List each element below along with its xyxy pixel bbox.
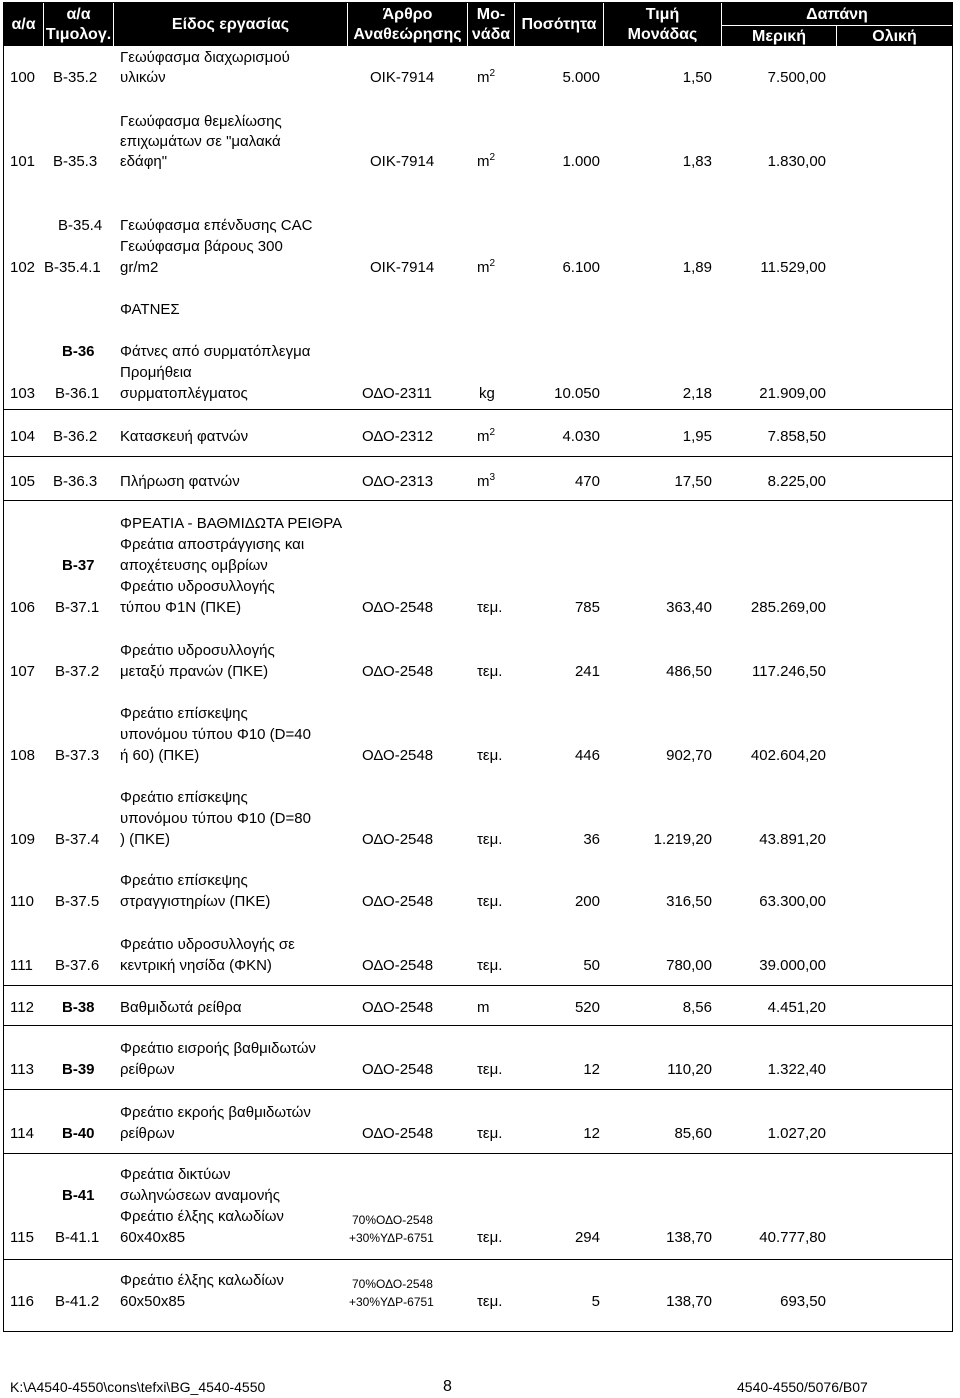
row-code: Β-35.2 — [53, 69, 98, 86]
row-arthro: ΟΔΟ-2311 — [362, 385, 432, 402]
row-qty: 50 — [583, 957, 600, 974]
row-desc: Γεωύφασμα βάρους 300 — [120, 238, 283, 255]
row-desc: υπονόμου τύπου Φ10 (D=40 — [120, 726, 311, 743]
row-partial: 4.451,20 — [767, 999, 826, 1016]
col-dapani: Δαπάνη — [806, 6, 868, 23]
row-arthro: ΟΔΟ-2548 — [362, 999, 434, 1016]
row-desc: Φρεάτιο επίσκεψης — [120, 705, 248, 722]
row-qty: 1.000 — [562, 153, 600, 170]
row-qty: 470 — [574, 473, 600, 490]
row-price: 1,50 — [682, 69, 712, 86]
row-partial: 1.322,40 — [767, 1061, 826, 1078]
row-divider — [3, 985, 953, 986]
row-code: Β-37.6 — [55, 957, 100, 974]
row-partial: 39.000,00 — [759, 957, 826, 974]
row-qty: 5.000 — [562, 69, 600, 86]
row-desc: εδάφη" — [120, 153, 168, 170]
row-aa: 112 — [10, 999, 34, 1016]
row-desc: Γεωύφασμα επένδυσης CAC — [120, 217, 313, 234]
col-monada: Μο- — [476, 6, 506, 23]
row-partial: 43.891,20 — [759, 831, 826, 848]
row-qty: 294 — [574, 1229, 600, 1246]
row-partial: 40.777,80 — [759, 1229, 826, 1246]
row-qty: 6.100 — [562, 259, 600, 276]
row-arthro: ΟΔΟ-2548 — [362, 663, 434, 680]
row-divider — [3, 1153, 953, 1154]
row-unit: τεμ. — [477, 957, 503, 974]
row-price: 2,18 — [682, 385, 712, 402]
row-partial: 7.858,50 — [767, 428, 826, 445]
row-code: Β-35.3 — [53, 153, 98, 170]
row-qty: 5 — [591, 1293, 600, 1310]
row-divider — [3, 1259, 953, 1260]
row-unit: τεμ. — [477, 1125, 503, 1142]
row-desc: μεταξύ πρανών (ΠΚΕ) — [120, 663, 269, 680]
row-unit: τεμ. — [477, 893, 503, 910]
row-desc: Προμήθεια — [120, 364, 192, 381]
row-code: Β-37.2 — [55, 663, 100, 680]
row-desc: συρματοπλέγματος — [120, 385, 248, 402]
row-code-head: Β-41 — [62, 1187, 95, 1204]
row-desc: Φρεάτιο εισροής βαθμιδωτών — [120, 1040, 316, 1057]
col-aa-timolog: α/α — [66, 6, 91, 23]
row-arthro: +30%ΥΔΡ-6751 — [349, 1231, 434, 1245]
row-aa: 111 — [10, 957, 33, 974]
row-divider — [3, 409, 953, 410]
row-price: 1.219,20 — [653, 831, 712, 848]
row-qty: 12 — [583, 1125, 600, 1142]
row-arthro: ΟΔΟ-2548 — [362, 957, 434, 974]
row-desc: κεντρική νησίδα (ΦΚΝ) — [120, 957, 272, 974]
row-code-head: Β-36 — [62, 343, 95, 360]
row-divider — [3, 500, 953, 501]
row-aa: 114 — [10, 1125, 34, 1142]
row-arthro: ΟΔΟ-2548 — [362, 893, 434, 910]
row-arthro: ΟΙΚ-7914 — [370, 69, 435, 86]
row-partial: 285.269,00 — [750, 599, 826, 616]
row-desc: Γεωύφασμα διαχωρισμού — [120, 49, 290, 66]
row-desc: Φρεάτιο υδροσυλλογής — [120, 642, 275, 659]
row-unit: τεμ. — [477, 747, 503, 764]
row-unit: τεμ. — [477, 1293, 503, 1310]
footer-reference: 4540-4550/5076/Β07 — [737, 1379, 868, 1395]
row-desc: Φρεάτιο επίσκεψης — [120, 789, 248, 806]
row-arthro: ΟΔΟ-2548 — [362, 831, 434, 848]
row-qty: 446 — [574, 747, 600, 764]
row-aa: 108 — [10, 747, 36, 764]
row-aa: 115 — [10, 1229, 34, 1246]
footer-file-path: K:\A4540-4550\cons\tefxi\BG_4540-4550 — [10, 1379, 266, 1395]
row-desc: gr/m2 — [120, 259, 159, 276]
row-code-head: Β-37 — [62, 557, 95, 574]
col-monada: νάδα — [471, 26, 511, 43]
row-desc: ή 60) (ΠΚΕ) — [120, 747, 200, 764]
row-price: 1,83 — [682, 153, 712, 170]
row-code: Β-40 — [62, 1125, 95, 1142]
row-code: Β-37.1 — [55, 599, 100, 616]
row-arthro: ΟΔΟ-2313 — [362, 473, 434, 490]
row-desc: Φρεάτιο έλξης καλωδίων — [120, 1272, 284, 1289]
row-price: 363,40 — [666, 599, 712, 616]
row-price: 780,00 — [666, 957, 712, 974]
row-code: Β-37.3 — [55, 747, 100, 764]
row-desc-head: Φάτνες από συρματόπλεγμα — [120, 343, 311, 360]
row-aa: 105 — [10, 473, 36, 490]
row-code: Β-36.3 — [53, 473, 98, 490]
col-meriki: Μερική — [752, 28, 806, 45]
row-code: Β-41.1 — [55, 1229, 100, 1246]
row-desc-head: σωληνώσεων αναμονής — [120, 1187, 280, 1204]
row-price: 8,56 — [682, 999, 712, 1016]
row-desc: ) (ΠΚΕ) — [120, 831, 170, 848]
row-arthro: ΟΔΟ-2548 — [362, 1061, 434, 1078]
row-price: 1,89 — [682, 259, 712, 276]
row-arthro: ΟΔΟ-2548 — [362, 599, 434, 616]
row-code: Β-41.2 — [55, 1293, 100, 1310]
row-desc-head: αποχέτευσης ομβρίων — [120, 557, 268, 574]
col-aa: α/α — [11, 16, 36, 33]
row-unit: $m^2$ — [477, 258, 496, 276]
row-arthro: 70%ΟΔΟ-2548 — [352, 1213, 433, 1227]
row-divider — [3, 1089, 953, 1090]
row-unit: τεμ. — [477, 831, 503, 848]
row-partial: 63.300,00 — [759, 893, 826, 910]
row-aa: 109 — [10, 831, 36, 848]
row-code: Β-36.2 — [53, 428, 98, 445]
row-divider — [3, 456, 953, 457]
row-desc: 60x50x85 — [120, 1293, 186, 1310]
row-unit: kg — [479, 385, 495, 402]
row-desc: επιχωμάτων σε "μαλακά — [120, 133, 281, 150]
row-desc: Βαθμιδωτά ρείθρα — [120, 999, 242, 1016]
row-price: 486,50 — [666, 663, 712, 680]
col-arthro: Άρθρο — [382, 6, 433, 23]
row-desc: Πλήρωση φατνών — [120, 473, 240, 490]
row-partial: 693,50 — [780, 1293, 826, 1310]
row-partial: 402.604,20 — [750, 747, 826, 764]
row-code: Β-35.4.1 — [44, 259, 101, 276]
row-arthro: 70%ΟΔΟ-2548 — [352, 1277, 433, 1291]
col-aa-timolog: Τιμολογ. — [45, 26, 112, 43]
row-qty: 10.050 — [554, 385, 600, 402]
row-unit: τεμ. — [477, 1229, 503, 1246]
row-code: Β-39 — [62, 1061, 95, 1078]
row-partial: 1.027,20 — [767, 1125, 826, 1142]
row-qty: 520 — [574, 999, 600, 1016]
row-price: 110,20 — [667, 1061, 712, 1078]
row-arthro: ΟΙΚ-7914 — [370, 153, 435, 170]
row-desc: υπονόμου τύπου Φ10 (D=80 — [120, 810, 311, 827]
section-heading: ΦΡΕΑΤΙΑ - ΒΑΘΜΙΔΩΤΑ ΡΕΙΘΡΑ — [120, 515, 343, 532]
row-code: Β-37.4 — [55, 831, 100, 848]
row-desc: Κατασκευή φατνών — [120, 428, 249, 445]
header-divider — [722, 25, 952, 26]
row-arthro: +30%ΥΔΡ-6751 — [349, 1295, 434, 1309]
row-unit: τεμ. — [477, 1061, 503, 1078]
row-unit: $m^2$ — [477, 152, 496, 170]
row-code: Β-38 — [62, 999, 95, 1016]
row-aa: 110 — [10, 893, 34, 910]
row-unit: m — [477, 999, 490, 1016]
row-aa: 100 — [10, 69, 36, 86]
row-qty: 241 — [574, 663, 600, 680]
row-desc: Γεωύφασμα θεμελίωσης — [120, 113, 282, 130]
row-desc-head: Φρεάτια δικτύων — [120, 1166, 231, 1183]
row-unit: τεμ. — [477, 663, 503, 680]
row-aa: 116 — [10, 1293, 34, 1310]
row-qty: 785 — [574, 599, 600, 616]
row-qty: 4.030 — [562, 428, 600, 445]
row-desc: Φρεάτιο έλξης καλωδίων — [120, 1208, 284, 1225]
col-eidos: Είδος εργασίας — [171, 16, 290, 33]
row-desc-head: Φρεάτια αποστράγγισης και — [120, 536, 305, 553]
row-qty: 36 — [583, 831, 600, 848]
row-desc: στραγγιστηρίων (ΠΚΕ) — [120, 893, 271, 910]
row-code: Β-37.5 — [55, 893, 100, 910]
row-partial: 7.500,00 — [767, 69, 826, 86]
row-arthro: ΟΔΟ-2548 — [362, 1125, 434, 1142]
col-timi: Μονάδας — [627, 26, 698, 43]
row-qty: 200 — [574, 893, 600, 910]
row-desc: Φρεάτιο επίσκεψης — [120, 872, 248, 889]
row-aa: 107 — [10, 663, 36, 680]
row-aa: 103 — [10, 385, 36, 402]
row-price: 316,50 — [666, 893, 712, 910]
row-aa: 101 — [10, 153, 36, 170]
row-partial: 8.225,00 — [767, 473, 826, 490]
row-code: Β-36.1 — [55, 385, 100, 402]
row-price: 138,70 — [666, 1293, 712, 1310]
row-unit: $m^2$ — [477, 427, 496, 445]
row-desc: Φρεάτιο εκροής βαθμιδωτών — [120, 1104, 311, 1121]
col-timi: Τιμή — [645, 6, 680, 23]
col-arthro: Αναθεώρησης — [353, 26, 462, 43]
row-divider — [3, 1025, 953, 1026]
row-aa: 106 — [10, 599, 36, 616]
col-posotita: Ποσότητα — [521, 16, 597, 33]
row-unit: τεμ. — [477, 599, 503, 616]
row-price: 17,50 — [674, 473, 712, 490]
row-aa: 104 — [10, 428, 36, 445]
row-unit: $m^3$ — [477, 472, 496, 490]
row-partial: 1.830,00 — [767, 153, 826, 170]
row-desc: ρείθρων — [120, 1061, 175, 1078]
row-desc: Φρεάτιο υδροσυλλογής — [120, 578, 275, 595]
row-partial: 21.909,00 — [759, 385, 826, 402]
col-oliki: Ολική — [872, 28, 917, 45]
row-partial: 117.246,50 — [752, 663, 826, 680]
row-price: 1,95 — [682, 428, 712, 445]
row-desc: ρείθρων — [120, 1125, 175, 1142]
row-price: 85,60 — [674, 1125, 712, 1142]
row-price: 138,70 — [666, 1229, 712, 1246]
row-code-head: Β-35.4 — [58, 217, 103, 234]
row-desc: Φρεάτιο υδροσυλλογής σε — [120, 936, 295, 953]
row-arthro: ΟΙΚ-7914 — [370, 259, 435, 276]
row-aa: 102 — [10, 259, 36, 276]
row-partial: 11.529,00 — [760, 259, 826, 276]
row-unit: $m^2$ — [477, 68, 496, 86]
row-arthro: ΟΔΟ-2548 — [362, 747, 434, 764]
row-price: 902,70 — [666, 747, 712, 764]
row-desc: 60x40x85 — [120, 1229, 186, 1246]
row-aa: 113 — [10, 1061, 34, 1078]
section-heading: ΦΑΤΝΕΣ — [120, 301, 180, 318]
row-desc: τύπου Φ1Ν (ΠΚΕ) — [120, 599, 242, 616]
footer-page-number: 8 — [443, 1378, 452, 1395]
row-arthro: ΟΔΟ-2312 — [362, 428, 434, 445]
row-desc: υλικών — [120, 69, 166, 86]
row-qty: 12 — [583, 1061, 600, 1078]
